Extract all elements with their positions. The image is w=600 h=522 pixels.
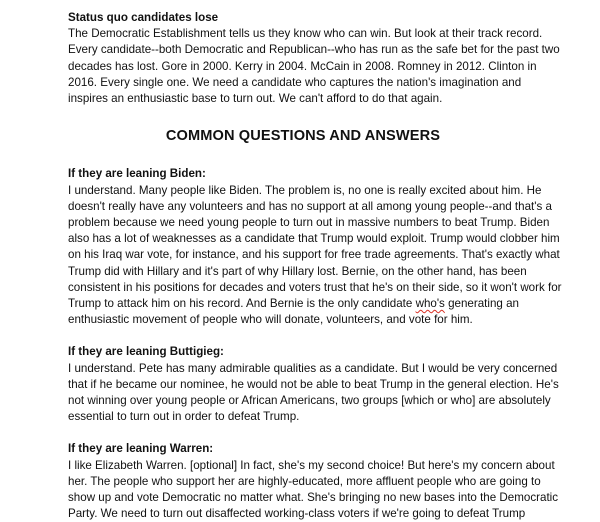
document-page — [68, 10, 562, 522]
text-line — [68, 296, 538, 312]
paragraph-spacer — [68, 328, 538, 344]
text-line: problem because we need young people to turn out in massive numbers to beat Trump. Biden — [68, 216, 550, 230]
text-segment: Trump to attack him on his record. And Bernie is the only candidate — [68, 297, 416, 311]
text-segment: generating an — [444, 297, 519, 311]
section-biden — [68, 166, 562, 328]
text-line: her. The people who support her are highly-educated, more affluent people who are going to — [68, 474, 541, 488]
text-line: Party. We need to turn out disaffected working-class voters if we're going to defeat Trump — [68, 507, 526, 521]
section-heading-biden: If they are leaning Biden: — [68, 167, 206, 181]
text-line: inspires an enthusiastic base to turn out. We can't afford to do that again. — [68, 92, 443, 106]
paragraph-biden — [68, 183, 562, 329]
text-line: decades has lost. Gore in 2000. Kerry in 2004. McCain in 2008. Romney in 2012. Clinton in — [68, 59, 537, 73]
section-buttigieg — [68, 344, 559, 425]
text-line: I understand. Many people like Biden. The problem is, no one is really excited about him. He — [68, 183, 542, 197]
spellcheck-flagged-word[interactable]: who's — [415, 297, 445, 311]
text-line: Trump did with Hillary and it's part of why Hillary lost. Bernie, on the other hand, has been — [68, 264, 527, 278]
text-line: I like Elizabeth Warren. [optional] In fact, she's my second choice! But here's my concern about — [68, 458, 555, 472]
text-line: The Democratic Establishment tells us they know who can win. But look at their track record. — [68, 27, 543, 41]
text-line: show up and vote Democratic no matter what. She's bringing no new bases into the Democratic — [68, 491, 559, 505]
text-line: enthusiastic movement of people who will donate, volunteers, and vote for him. — [68, 313, 473, 327]
paragraph-status-quo — [68, 26, 560, 107]
text-line: not winning over young people or African Americans, two groups [which or who] are absolutely — [68, 394, 551, 408]
section-status-quo — [68, 10, 560, 107]
paragraph-spacer — [68, 425, 538, 441]
text-line: consistent in his positions for decades and voters trust that he's on their side, so it won't work for — [68, 280, 562, 294]
section-heading-status-quo: Status quo candidates lose — [68, 11, 219, 24]
text-line: also has a lot of weaknesses as a candidate that Trump would exploit. Trump would clobber him — [68, 232, 560, 246]
paragraph-buttigieg — [68, 361, 559, 426]
paragraph-warren — [68, 458, 559, 522]
document-title: COMMON QUESTIONS AND ANSWERS — [165, 128, 441, 145]
text-line: that if he became our nominee, he would not be able to beat Trump in the general election. He's — [68, 377, 559, 391]
section-warren — [68, 441, 559, 522]
section-heading-warren: If they are leaning Warren: — [68, 442, 214, 456]
text-line: doesn't really have any volunteers and has no support at all among young people--and that's a — [68, 199, 552, 213]
text-line: essential to turn out in order to defeat Trump. — [68, 410, 300, 424]
text-line: 2016. Every single one. We need a candidate who captures the nation's imagination and — [68, 75, 522, 89]
section-heading-buttigieg: If they are leaning Buttigieg: — [68, 345, 224, 359]
text-line: Every candidate--both Democratic and Republican--who has run as the safe bet for the past two — [68, 43, 560, 57]
text-line: I understand. Pete has many admirable qualities as a candidate. But I would be very concerned — [68, 361, 558, 375]
text-line: on his Iraq war vote, for instance, and his support for free trade agreements. That's exactly what — [68, 248, 560, 262]
